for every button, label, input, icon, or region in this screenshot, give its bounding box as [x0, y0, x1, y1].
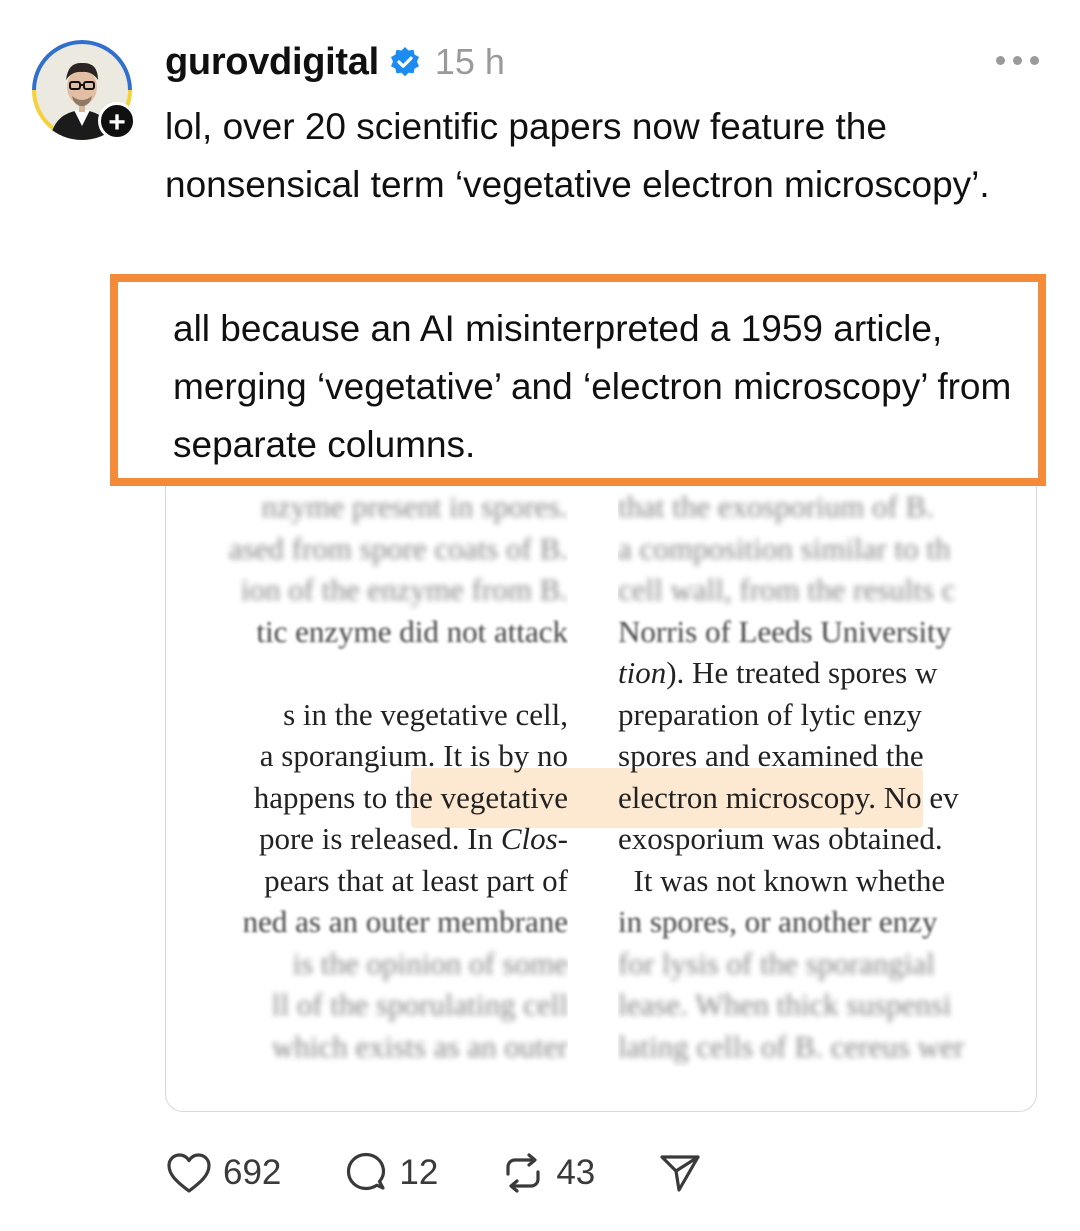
reply-button[interactable]: [343, 1150, 438, 1196]
share-button[interactable]: [657, 1150, 703, 1196]
more-dot: [1030, 56, 1039, 65]
repost-icon: [500, 1150, 546, 1196]
text-line: ll of the sporulating cell: [271, 987, 568, 1022]
text-line: ned as an outer membrane: [242, 904, 568, 939]
text-segment: happens to the: [253, 779, 441, 815]
text-line: It was not known whethe: [618, 862, 946, 898]
like-count: 692: [223, 1153, 282, 1192]
highlighted-phrase-electron-microscopy: electron microscopy: [618, 779, 869, 815]
highlighted-word-vegetative: vegetative: [440, 779, 568, 815]
text-line-highlighted: [165, 777, 568, 819]
reply-count: 12: [399, 1153, 439, 1192]
repost-count: 43: [556, 1153, 596, 1192]
text-line: [165, 818, 568, 860]
text-line: nzyme present in spores.: [261, 489, 568, 524]
italic-word: Clos-: [500, 821, 568, 856]
text-segment: pore is released. In: [258, 821, 501, 856]
highlight-box: [110, 274, 1046, 486]
text-line: preparation of lytic enzy: [618, 696, 922, 732]
text-line: ased from spore coats of B.: [228, 530, 568, 566]
post-actions: [165, 1150, 765, 1196]
scanned-article: [166, 486, 1036, 1111]
text-line: exosporium was obtained.: [618, 821, 943, 856]
post-header: [165, 38, 505, 86]
article-left-column: [165, 486, 568, 1067]
post-text: lol, over 20 scientific papers now feature the nonsensical term ‘vegetative electron microscopy’.: [165, 106, 990, 205]
text-line: that the exosporium of B.: [618, 489, 934, 524]
text-line: Norris of Leeds University: [618, 613, 952, 649]
more-icon[interactable]: [996, 50, 1040, 70]
post-image[interactable]: [165, 486, 1037, 1112]
text-segment: . No ev: [868, 779, 959, 815]
highlighted-text: all because an AI misinterpreted a 1959 article, merging ‘vegetative’ and ‘electron microscopy’ from separate columns.: [173, 308, 1012, 465]
text-line: [618, 652, 1037, 694]
text-segment: ). He treated spores w: [666, 655, 938, 690]
text-line: spores and examined the: [618, 738, 924, 773]
follow-plus-icon[interactable]: +: [98, 102, 136, 140]
verified-badge-icon: [389, 46, 421, 78]
like-button[interactable]: [165, 1151, 281, 1195]
heart-icon: [165, 1151, 213, 1195]
text-line-highlighted: [618, 777, 1037, 819]
text-line: for lysis of the sporangial: [618, 945, 935, 981]
text-line: pears that at least part of: [264, 862, 568, 898]
repost-button[interactable]: [500, 1150, 595, 1196]
text-line: cell wall, from the results c: [618, 572, 956, 607]
text-line: tic enzyme did not attack: [256, 613, 568, 649]
text-line: which exists as an outer: [271, 1028, 568, 1064]
text-line: a composition similar to th: [618, 530, 951, 566]
comment-icon: [343, 1150, 389, 1196]
username[interactable]: gurovdigital: [165, 40, 379, 83]
more-dot: [996, 56, 1005, 65]
text-line: [165, 652, 568, 694]
article-right-column: [618, 486, 1037, 1067]
text-line: lating cells of B. cereus wer: [618, 1028, 965, 1064]
more-dot: [1013, 56, 1022, 65]
text-line: in spores, or another enzy: [618, 904, 938, 939]
text-line: lease. When thick suspensi: [618, 987, 952, 1022]
text-line: a sporangium. It is by no: [259, 738, 568, 773]
share-icon: [657, 1150, 703, 1196]
text-line: ion of the enzyme from B.: [240, 572, 568, 607]
text-line: s in the vegetative cell,: [283, 696, 568, 732]
text-line: is the opinion of some: [292, 945, 568, 981]
post-timestamp: 15 h: [434, 41, 505, 82]
italic-word: tion: [618, 655, 667, 690]
